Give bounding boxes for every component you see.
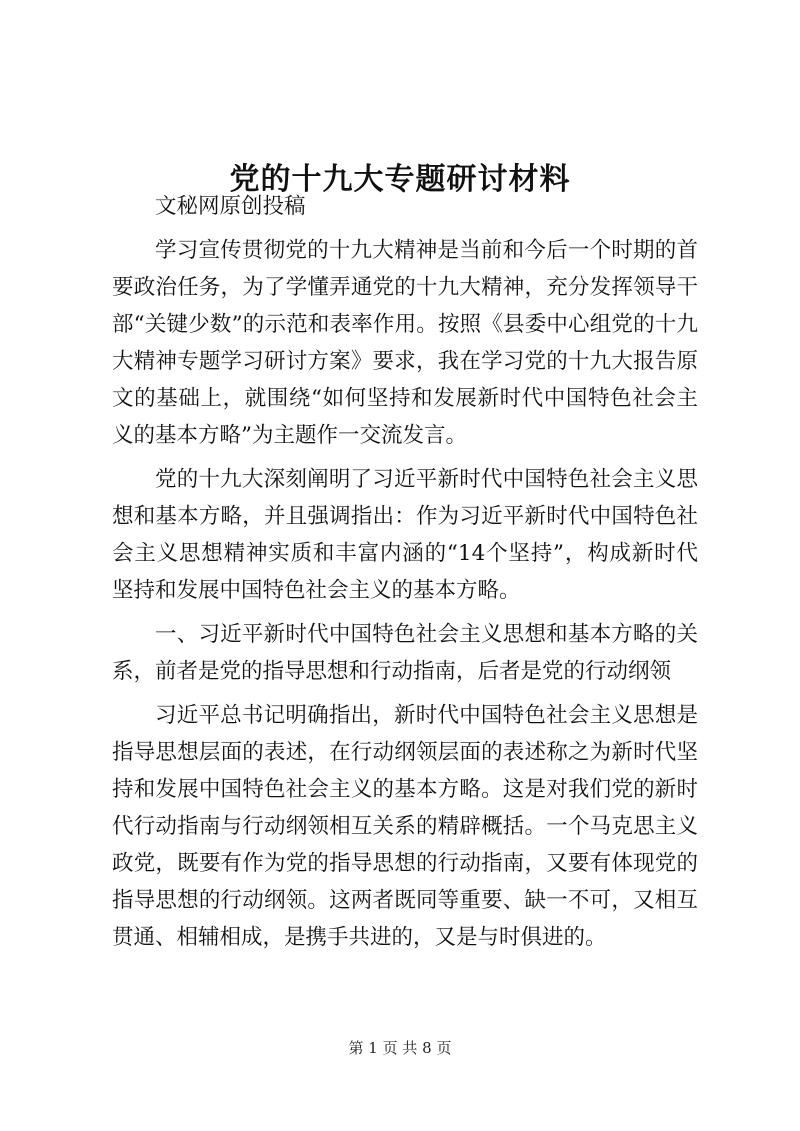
document-title: 党的十九大专题研讨材料: [229, 162, 571, 198]
paragraph-section-one: 习近平总书记明确指出，新时代中国特色社会主义思想是指导思想层面的表述，在行动纲领层面的表述称之为新时代坚持和发展中国特色社会主义的基本方略。这是对我们党的新时代行动指南与行动纲领相互关系的精辟概括。一个马克思主义政党，既要有作为党的指导思想的行动指南，又要有体现党的指导思想的行动纲领。这两者既同等重要、缺一不可，又相互贯通、相辅相成，是携手共进的，又是与时俱进的。: [112, 703, 698, 950]
paragraph-summary: 党的十九大深刻阐明了习近平新时代中国特色社会主义思想和基本方略，并且强调指出：作为习近平新时代中国特色社会主义思想精神实质和丰富内涵的“14个坚持”，构成新时代坚持和发展中国特色社会主义的基本方略。: [112, 467, 698, 603]
section-heading-one: 一、习近平新时代中国特色社会主义思想和基本方略的关系，前者是党的指导思想和行动指南，后者是党的行动纲领: [112, 622, 698, 684]
paragraph-intro: 学习宣传贯彻党的十九大精神是当前和今后一个时期的首要政治任务，为了学懂弄通党的十九大精神，充分发挥领导干部“关键少数”的示范和表率作用。按照《县委中心组党的十九大精神专题学习研讨方案》要求，我在学习党的十九大报告原文的基础上，就围绕“如何坚持和发展新时代中国特色社会主义的基本方略”为主题作一交流发言。: [112, 238, 698, 448]
byline: 文秘网原创投稿: [155, 194, 306, 219]
page-indicator: 第 1 页 共 8 页: [348, 1039, 452, 1057]
document-body: [112, 188, 698, 956]
